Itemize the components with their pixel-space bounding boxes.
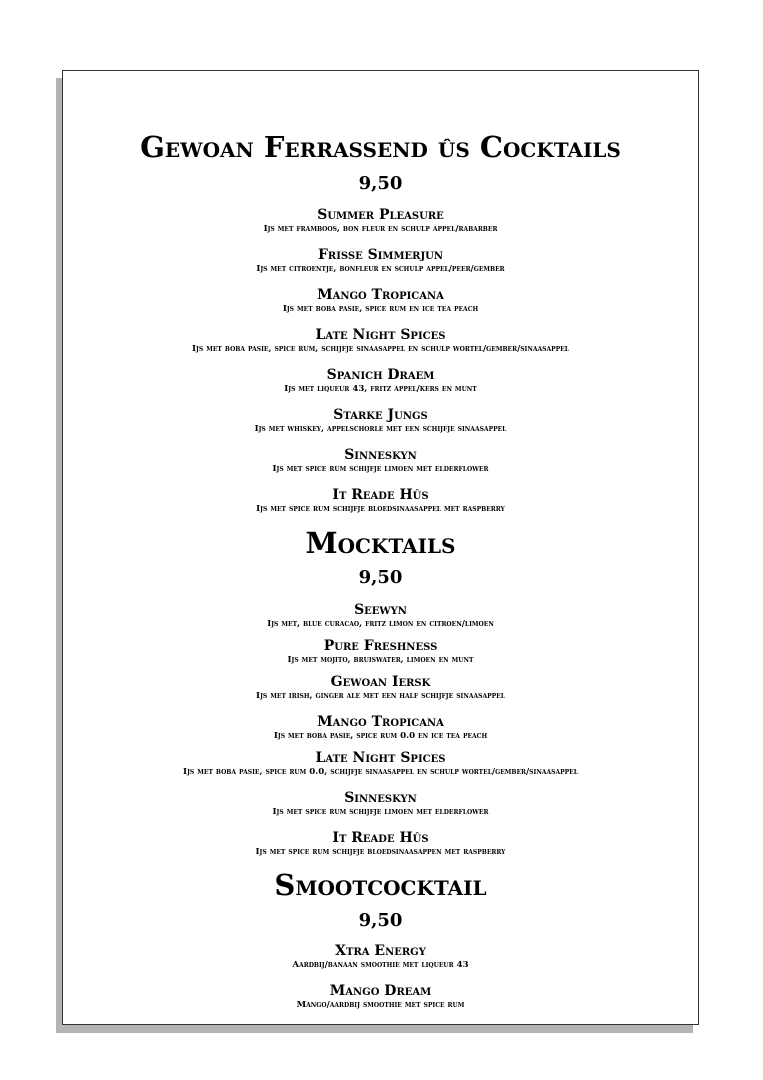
menu-item-name: Mango Tropicana	[317, 714, 444, 730]
menu-item-description: Ijs met irish, ginger ale met een half schijfje sinaasappel	[256, 691, 505, 701]
menu-item-name: Late Night Spices	[315, 327, 446, 343]
menu-item-description: Ijs met boba pasie, spice rum en ice tea peach	[282, 304, 479, 314]
menu-page	[62, 70, 699, 1025]
menu-item-description: Ijs met boba pasie, spice rum 0.0 en ice tea peach	[273, 731, 488, 741]
menu-item-description: Ijs met framboos, bon fleur en schulp appel/rabarber	[263, 224, 498, 234]
menu-item-description: Ijs met citroentje, bonfleur en schulp appel/peer/gember	[256, 264, 505, 274]
section-title-cocktails: Gewoan Ferrassend ûs Cocktails	[140, 130, 621, 164]
menu-item-name: Gewoan Iersk	[330, 674, 431, 690]
menu-item-description: Ijs met spice rum schijfje limoen met elderflower	[272, 464, 489, 474]
section-title-mocktails: Mocktails	[305, 526, 456, 560]
section-price-cocktails: 9,50	[358, 173, 403, 194]
menu-item-description: Aardbij/banaan smoothie met liqueur 43	[292, 960, 469, 970]
menu-item-name: Seewyn	[354, 602, 407, 618]
menu-item-description: Ijs met boba pasie, spice rum 0.0, schijfje sinaasappel en schulp wortel/gember/sinaasappel	[183, 767, 578, 777]
section-title-smootcocktail: Smootcocktail	[274, 868, 487, 902]
menu-item-description: Ijs met whiskey, appelschorle met een schijfje sinaasappel	[254, 424, 507, 434]
menu-item-name: Sinneskyn	[344, 790, 417, 806]
menu-item-name: Pure Freshness	[323, 638, 438, 654]
menu-item-description: Ijs met spice rum schijfje bloedsinaasappel met raspberry	[256, 504, 505, 514]
menu-item-name: Mango Tropicana	[317, 287, 444, 303]
menu-item-description: Ijs met liqueur 43, fritz appel/kers en munt	[284, 384, 477, 394]
menu-item-name: Summer Pleasure	[317, 207, 444, 223]
menu-item-name: Late Night Spices	[315, 750, 446, 766]
section-price-smootcocktail: 9,50	[358, 910, 403, 931]
menu-item-name: It Reade Hûs	[332, 487, 429, 503]
menu-item-name: Spanich Draem	[326, 367, 435, 383]
menu-item-description: Ijs met spice rum schijfje limoen met elderflower	[272, 807, 489, 817]
menu-item-name: Starke Jungs	[333, 407, 428, 423]
menu-item-name: Sinneskyn	[344, 447, 417, 463]
menu-item-name: Mango Dream	[329, 983, 432, 999]
menu-item-name: Xtra Energy	[335, 943, 426, 959]
menu-item-name: It Reade Hûs	[332, 830, 429, 846]
section-price-mocktails: 9,50	[358, 567, 403, 588]
menu-item-description: Ijs met, blue curacao, fritz limon en citroen/limoen	[267, 619, 494, 629]
menu-item-description: Ijs met boba pasie, spice rum, schijfje sinaasappel en schulp wortel/gember/sinaasappel	[192, 344, 569, 354]
menu-item-description: Ijs met mojito, bruiswater, limoen en munt	[287, 655, 474, 665]
menu-item-name: Frisse Simmerjun	[317, 247, 444, 263]
menu-item-description: Mango/aardbij smoothie met spice rum	[296, 1000, 465, 1010]
menu-item-description: Ijs met spice rum schijfje bloedsinaasappen met raspberry	[255, 847, 506, 857]
